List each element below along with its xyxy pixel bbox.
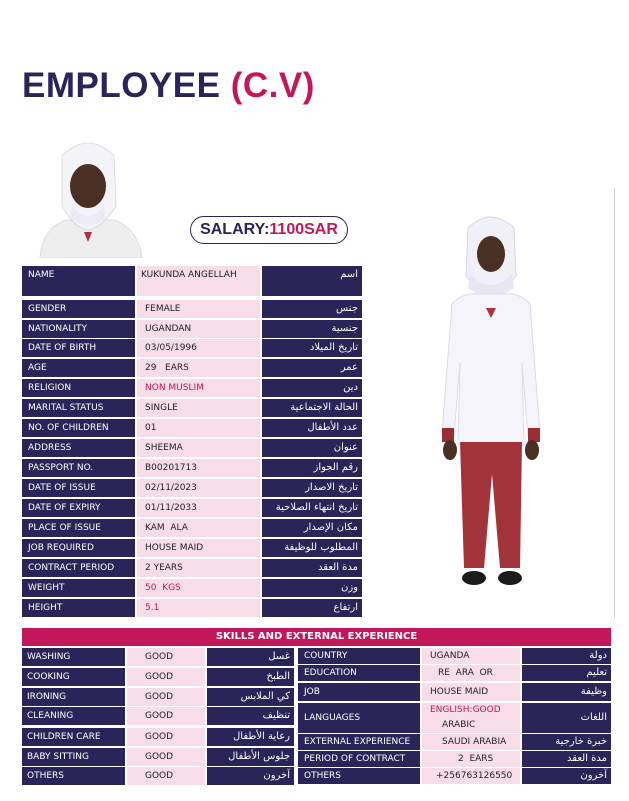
row-issue-date xyxy=(22,479,362,497)
external-ar: خبرة خارجية xyxy=(522,734,611,750)
portrait-photo xyxy=(32,136,148,258)
contract-ar: مدة العقد xyxy=(262,559,362,577)
skill-label: WASHING xyxy=(22,648,125,666)
education-label: EDUCATION xyxy=(298,665,420,681)
skill-label: COOKING xyxy=(22,668,125,686)
dob-value: 03/05/1996 xyxy=(137,339,260,357)
address-ar: عنوان xyxy=(262,439,362,457)
skill-value: GOOD xyxy=(127,707,205,725)
issue-date-label: DATE OF ISSUE xyxy=(22,479,135,497)
age-ar: عمر xyxy=(262,359,362,377)
height-label: HEIGHT xyxy=(22,599,135,617)
salary-badge xyxy=(190,216,348,244)
exp-row-job xyxy=(298,683,611,701)
exp-row-languages xyxy=(298,703,611,733)
languages-ar: اللغات xyxy=(522,703,611,733)
language-arabic: ARABIC xyxy=(442,720,476,730)
job-exp-value: HOUSE MAID xyxy=(422,683,520,701)
job-ar: المطلوب للوظيفة xyxy=(262,539,362,557)
title-main: EMPLOYEE xyxy=(22,66,221,105)
row-place-issue xyxy=(22,519,362,537)
skill-ar: غسل xyxy=(207,648,294,666)
skill-value: GOOD xyxy=(127,728,205,746)
salary-value: 1100SAR xyxy=(269,221,338,238)
row-address xyxy=(22,439,362,457)
religion-label: RELIGION xyxy=(22,379,135,397)
place-issue-ar: مكان الإصدار xyxy=(262,519,362,537)
contract-label: CONTRACT PERIOD xyxy=(22,559,135,577)
job-label: JOB REQUIRED xyxy=(22,539,135,557)
skill-value: GOOD xyxy=(127,748,205,766)
divider-line xyxy=(614,188,615,618)
skills-banner: SKILLS AND EXTERNAL EXPERIENCE xyxy=(22,628,611,646)
weight-label: WEIGHT xyxy=(22,579,135,597)
row-age xyxy=(22,359,362,377)
row-gender xyxy=(22,300,362,318)
skill-label: CLEANING xyxy=(22,707,125,725)
row-name xyxy=(22,266,362,296)
skill-ar: رعاية الأطفال xyxy=(207,728,294,746)
row-nationality xyxy=(22,320,362,338)
skill-row-baby-sitting xyxy=(22,748,294,766)
skill-label: OTHERS xyxy=(22,767,125,785)
weight-value: 50 KGS xyxy=(137,579,260,597)
others-label: OTHERS xyxy=(298,768,420,784)
issue-date-value: 02/11/2023 xyxy=(137,479,260,497)
skill-ar: كي الملابس xyxy=(207,688,294,706)
name-label: NAME xyxy=(22,266,135,296)
external-value: SAUDI ARABIA xyxy=(422,734,520,750)
gender-label: GENDER xyxy=(22,300,135,318)
nationality-label: NATIONALITY xyxy=(22,320,135,338)
period-ar: مدة العقد xyxy=(522,751,611,767)
skill-value: GOOD xyxy=(127,767,205,785)
passport-value: B00201713 xyxy=(137,459,260,477)
languages-label: LANGUAGES xyxy=(298,703,420,733)
skill-ar: آخرون xyxy=(207,767,294,785)
weight-ar: وزن xyxy=(262,579,362,597)
row-religion xyxy=(22,379,362,397)
children-label: NO. OF CHILDREN xyxy=(22,419,135,437)
address-value: SHEEMA xyxy=(137,439,260,457)
skill-row-cleaning xyxy=(22,707,294,725)
skill-row-ironing xyxy=(22,688,294,706)
marital-ar: الحالة الاجتماعية xyxy=(262,399,362,417)
marital-label: MARITAL STATUS xyxy=(22,399,135,417)
skill-label: IRONING xyxy=(22,688,125,706)
name-value: KUKUNDA ANGELLAH xyxy=(137,266,260,296)
job-exp-label: JOB xyxy=(298,683,420,701)
children-ar: عدد الأطفال xyxy=(262,419,362,437)
address-label: ADDRESS xyxy=(22,439,135,457)
language-english: ENGLISH:GOOD xyxy=(430,705,501,715)
skill-value: GOOD xyxy=(127,688,205,706)
exp-row-country xyxy=(298,648,611,664)
skill-label: CHILDREN CARE xyxy=(22,728,125,746)
row-passport xyxy=(22,459,362,477)
issue-date-ar: تاريخ الاصدار xyxy=(262,479,362,497)
gender-value: FEMALE xyxy=(137,300,260,318)
others-value: +256763126550 xyxy=(422,768,520,784)
exp-row-external xyxy=(298,734,611,750)
height-ar: ارتفاع xyxy=(262,599,362,617)
skill-row-washing xyxy=(22,648,294,666)
salary-label: SALARY: xyxy=(200,221,270,238)
dob-label: DATE OF BIRTH xyxy=(22,339,135,357)
age-label: AGE xyxy=(22,359,135,377)
period-value: 2 EARS xyxy=(422,751,520,767)
passport-label: PASSPORT NO. xyxy=(22,459,135,477)
exp-row-period xyxy=(298,751,611,767)
passport-ar: رقم الجواز xyxy=(262,459,362,477)
religion-value: NON MUSLIM xyxy=(137,379,260,397)
expiry-label: DATE OF EXPIRY xyxy=(22,499,135,517)
dob-ar: تاريخ الميلاد xyxy=(262,339,362,357)
skill-label: BABY SITTING xyxy=(22,748,125,766)
skill-row-others xyxy=(22,767,294,785)
age-value: 29 EARS xyxy=(137,359,260,377)
skill-ar: الطبخ xyxy=(207,668,294,686)
row-expiry xyxy=(22,499,362,517)
country-label: COUNTRY xyxy=(298,648,420,664)
row-height xyxy=(22,599,362,617)
expiry-ar: تاريخ انتهاء الصلاحية xyxy=(262,499,362,517)
languages-value xyxy=(422,703,520,733)
country-ar: دولة xyxy=(522,648,611,664)
external-label: EXTERNAL EXPERIENCE xyxy=(298,734,420,750)
gender-ar: جنس xyxy=(262,300,362,318)
full-body-photo xyxy=(432,212,550,596)
skill-row-children-care xyxy=(22,728,294,746)
children-value: 01 xyxy=(137,419,260,437)
period-label: PERIOD OF CONTRACT xyxy=(298,751,420,767)
row-contract xyxy=(22,559,362,577)
page-title xyxy=(22,66,315,106)
row-marital xyxy=(22,399,362,417)
job-exp-ar: وظيفة xyxy=(522,683,611,701)
skill-ar: تنظيف xyxy=(207,707,294,725)
row-job xyxy=(22,539,362,557)
row-weight xyxy=(22,579,362,597)
skill-row-cooking xyxy=(22,668,294,686)
height-value: 5.1 xyxy=(137,599,260,617)
skill-value: GOOD xyxy=(127,648,205,666)
row-dob xyxy=(22,339,362,357)
skill-value: GOOD xyxy=(127,668,205,686)
religion-ar: دين xyxy=(262,379,362,397)
country-value: UGANDA xyxy=(422,648,520,664)
nationality-ar: جنسية xyxy=(262,320,362,338)
education-ar: تعليم xyxy=(522,665,611,681)
education-value: RE ARA OR xyxy=(422,665,520,681)
row-children xyxy=(22,419,362,437)
marital-value: SINGLE xyxy=(137,399,260,417)
title-accent: (C.V) xyxy=(230,66,315,105)
skill-ar: جلوس الأطفال xyxy=(207,748,294,766)
place-issue-label: PLACE OF ISSUE xyxy=(22,519,135,537)
name-ar: اسم xyxy=(262,266,362,296)
expiry-value: 01/11/2033 xyxy=(137,499,260,517)
exp-row-others xyxy=(298,768,611,784)
others-ar: آخرون xyxy=(522,768,611,784)
place-issue-value: KAM ALA xyxy=(137,519,260,537)
exp-row-education xyxy=(298,665,611,681)
contract-value: 2 YEARS xyxy=(137,559,260,577)
job-value: HOUSE MAID xyxy=(137,539,260,557)
nationality-value: UGANDAN xyxy=(137,320,260,338)
